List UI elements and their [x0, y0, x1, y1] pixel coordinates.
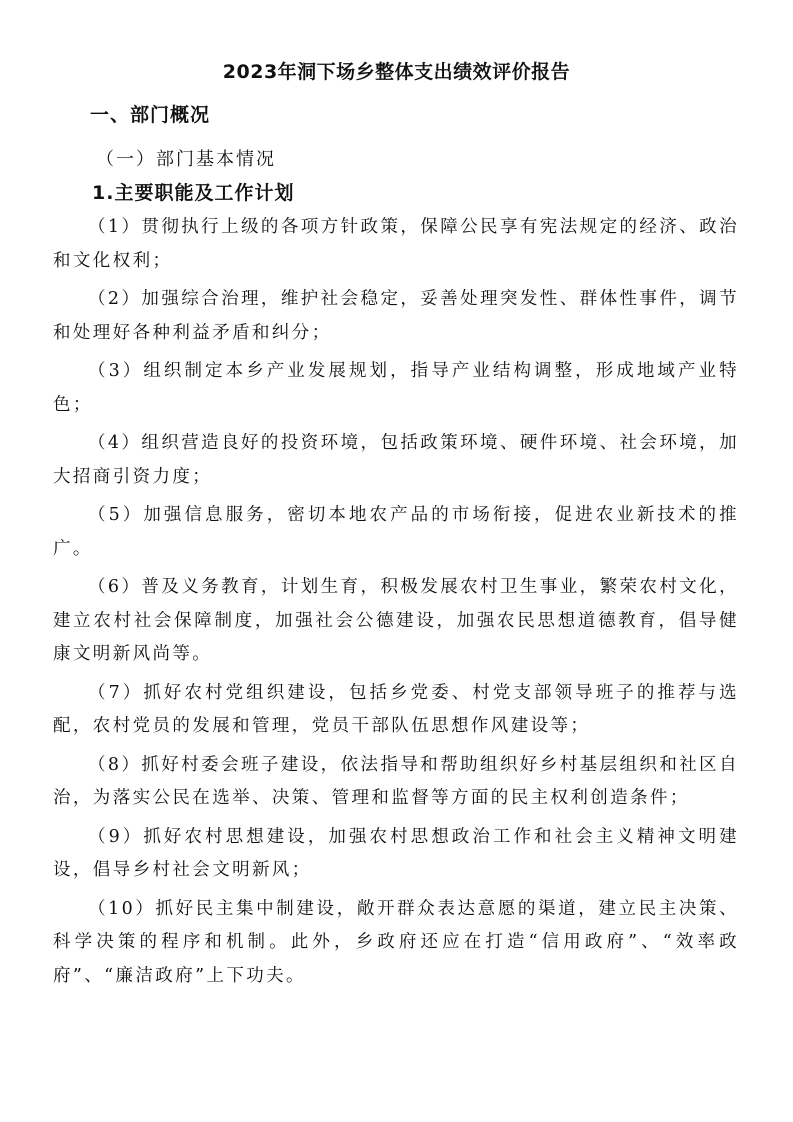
- subsection-heading: （一）部门基本情况: [96, 149, 276, 170]
- paragraph-8: （8）抓好村委会班子建设，依法指导和帮助组织好乡村基层组织和社区自治，为落实公民在选举、决策、管理和监督等方面的民主权利创造条件；: [53, 754, 739, 808]
- document-title: 2023年洞下场乡整体支出绩效评价报告: [222, 61, 571, 83]
- section-heading: 一、部门概况: [90, 104, 211, 126]
- paragraph-4: （4）组织营造良好的投资环境，包括政策环境、硬件环境、社会环境，加大招商引资力度；: [53, 433, 739, 487]
- paragraph-1: （1）贯彻执行上级的各项方针政策，保障公民享有宪法规定的经济、政治和文化权利；: [53, 217, 739, 271]
- paragraph-9: （9）抓好农村思想建设，加强农村思想政治工作和社会主义精神文明建设，倡导乡村社会文明新风；: [53, 826, 739, 880]
- paragraph-6: （6）普及义务教育，计划生育，积极发展农村卫生事业，繁荣农村文化，建立农村社会保障制度，加强社会公德建设，加强农民思想道德教育，倡导健康文明新风尚等。: [53, 577, 739, 664]
- paragraph-5: （5）加强信息服务，密切本地农产品的市场衔接，促进农业新技术的推广。: [53, 505, 739, 559]
- document-body: [53, 211, 739, 998]
- paragraph-3: （3）组织制定本乡产业发展规划，指导产业结构调整，形成地域产业特色；: [53, 361, 739, 415]
- sub-subsection-heading: 1.主要职能及工作计划: [92, 182, 295, 204]
- paragraph-10: （10）抓好民主集中制建设，敞开群众表达意愿的渠道，建立民主决策、科学决策的程序和机制。此外，乡政府还应在打造“信用政府”、“效率政府”、“廉洁政府”上下功夫。: [53, 898, 739, 986]
- paragraph-7: （7）抓好农村党组织建设，包括乡党委、村党支部领导班子的推荐与选配，农村党员的发展和管理，党员干部队伍思想作风建设等；: [53, 682, 739, 736]
- paragraph-2: （2）加强综合治理，维护社会稳定，妥善处理突发性、群体性事件，调节和处理好各种利益矛盾和纠分；: [53, 289, 739, 343]
